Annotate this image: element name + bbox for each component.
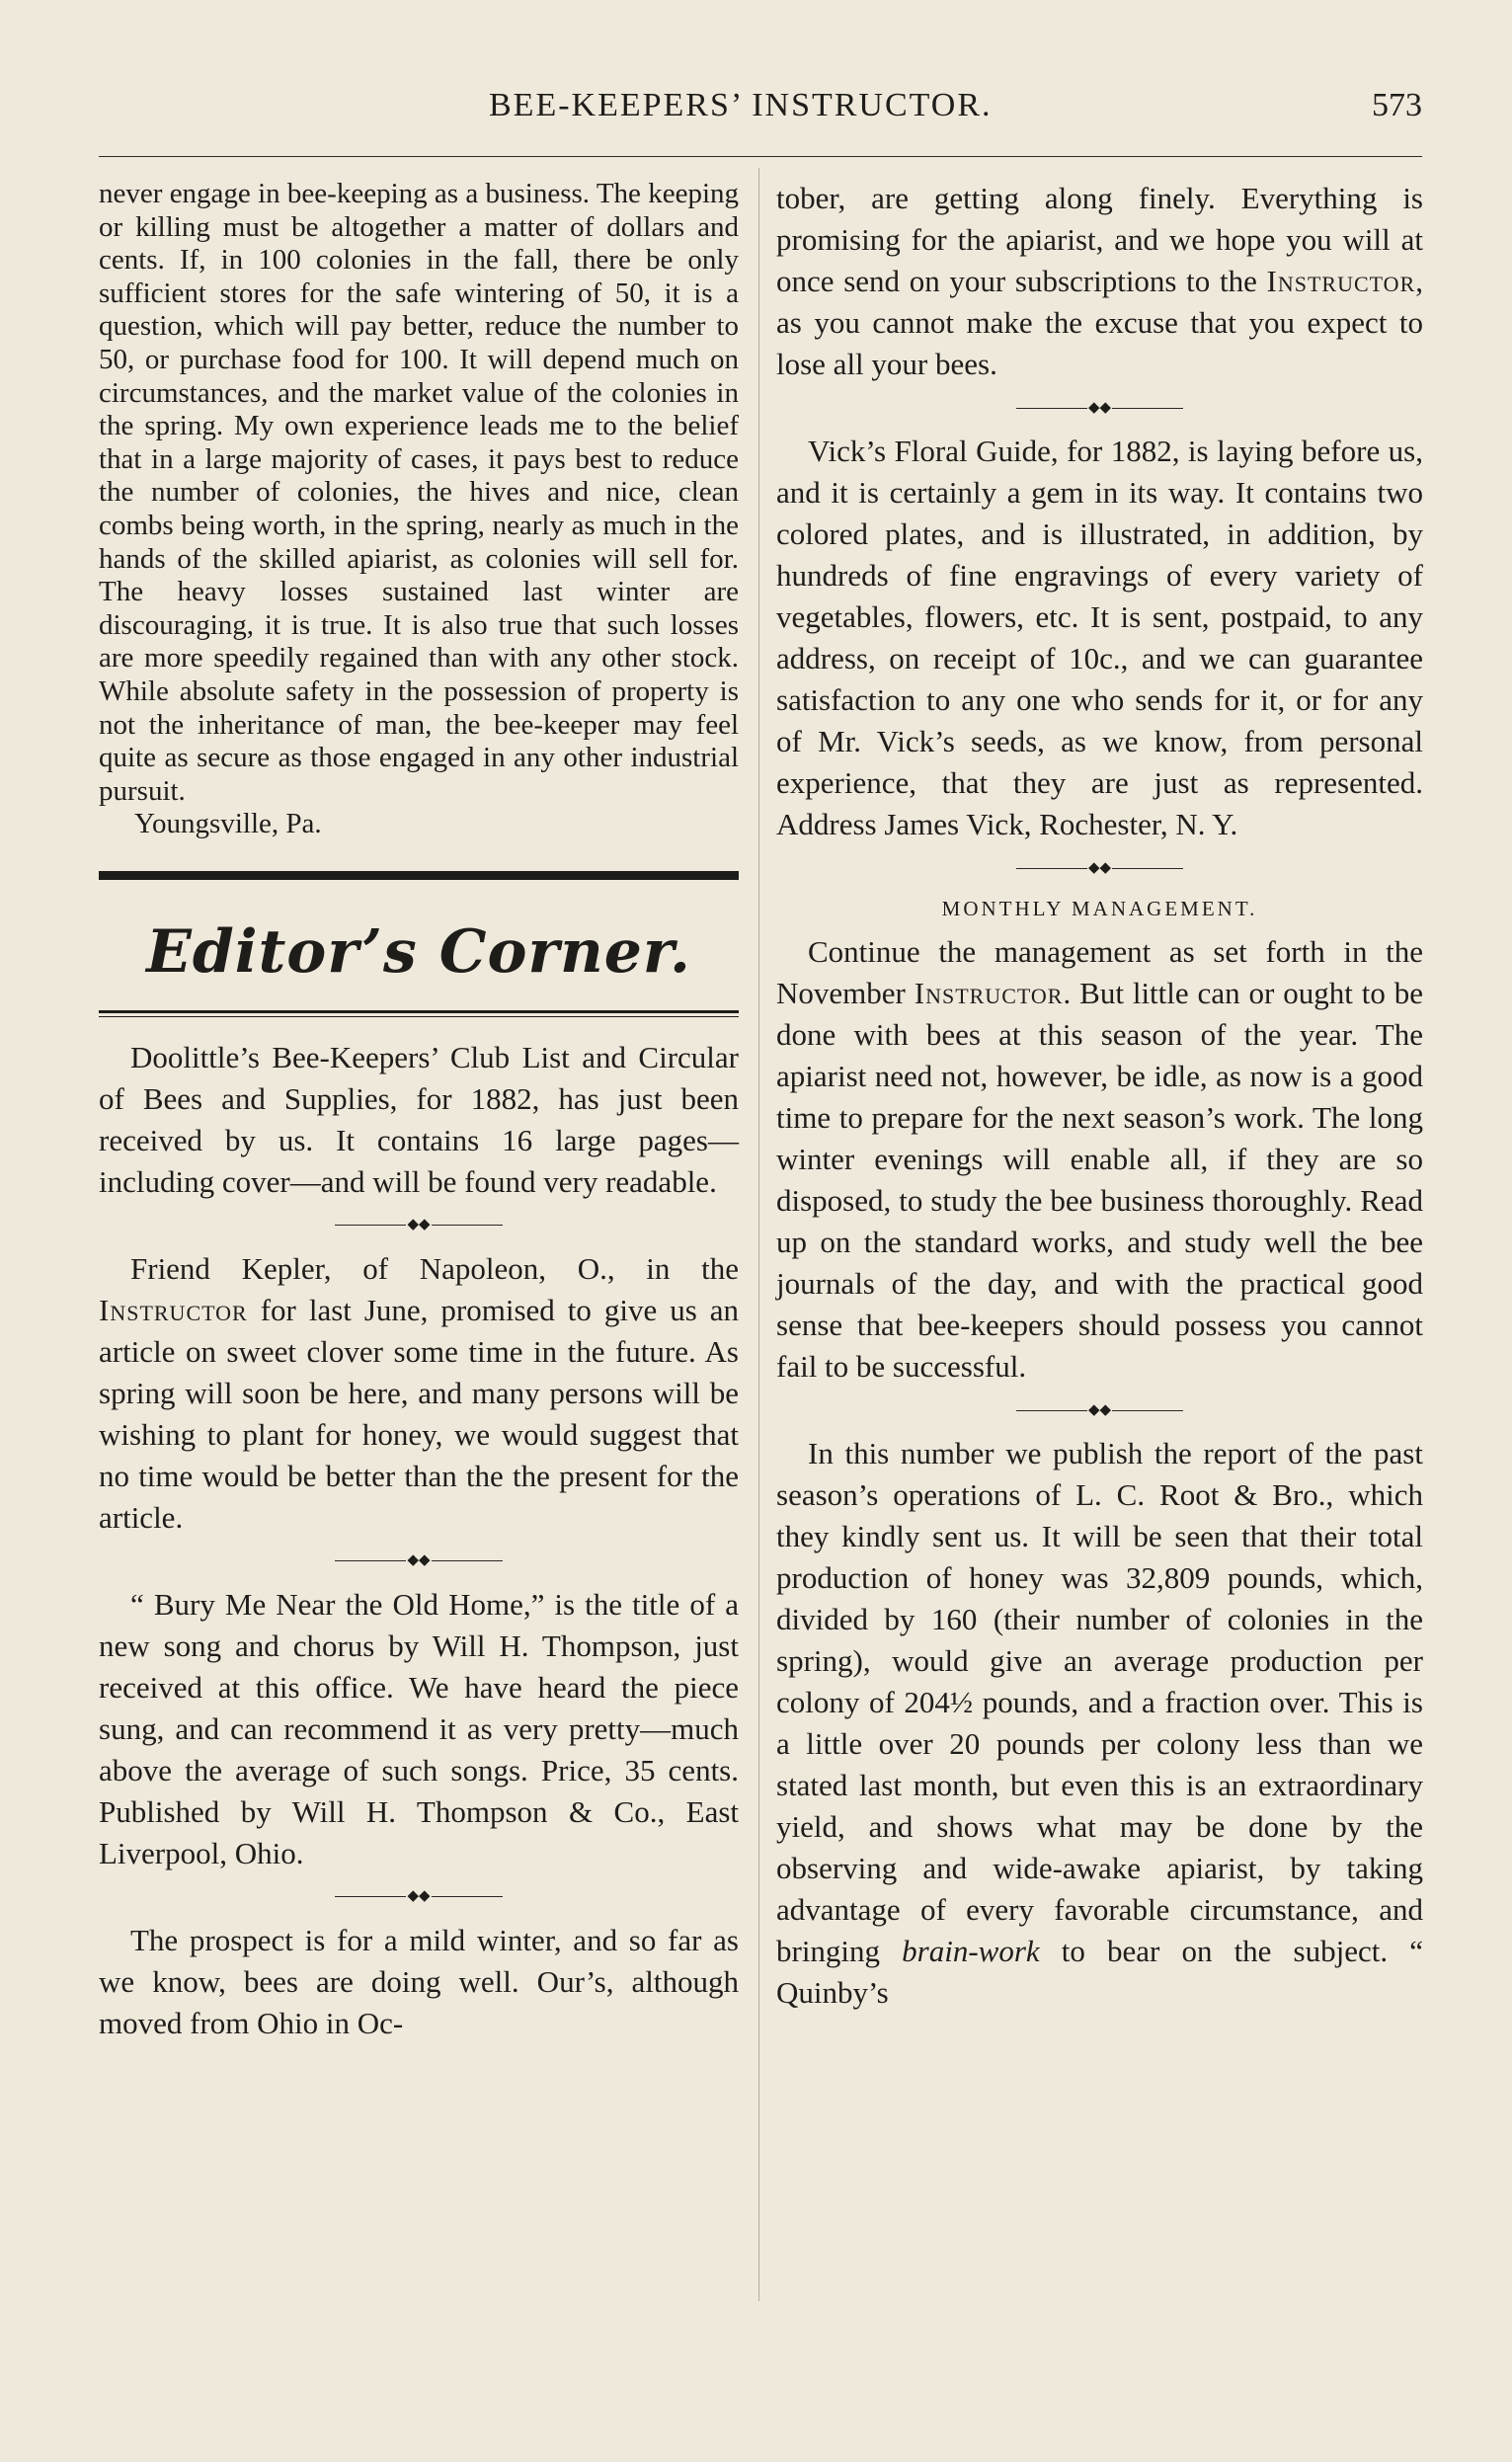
running-head <box>99 87 1422 132</box>
monthly-management-heading: MONTHLY MANAGEMENT. <box>941 897 1258 920</box>
editors-corner-title: Editor’s Corner. <box>146 916 691 987</box>
paragraph-monthly: Continue the management as set forth in the November Instructor. But little can or ought to be done with bees at this season of the year. The apiarist need not, however, be idle, as now is a good time to prepare for the next season’s work. The long winter evenings will enable all, if they are so disposed, to study the bee business thoroughly. Read up on the standard works, and study well the bee journals of the day, and with the practical good sense that bee-keepers should possess you cannot fail to be successful. <box>776 934 1423 1384</box>
instructor-smallcaps: Instructor <box>99 1292 248 1327</box>
ornament-divider <box>99 1545 739 1578</box>
page-number: 573 <box>1372 87 1422 123</box>
instructor-smallcaps: Instructor <box>1266 264 1416 298</box>
article-signoff: Youngsville, Pa. <box>134 808 322 840</box>
paragraph-root: In this number we publish the report of the past season’s operations of L. C. Root & Bro., which they kindly sent us. It will be seen that their total production of honey was 32,809 pounds, which, divided by 160 (their number of colonies in the spring), would give an average production per colony of 204½ pounds, and a fraction over. This is a little over 20 pounds per colony less than we stated last month, but even this is an extraordinary yield, and shows what may be done by the observing and wide-awake apiarist, by taking advantage of every favorable circumstance, and bringing brain-work to bear on the subject. “ Quinby’s <box>776 1436 1423 2010</box>
paragraph-continuation: tober, are getting along finely. Everything is promising for the apiarist, and we hope you will at once send on your subscriptions to the Instructor, as you cannot make the excuse that you expect to lose all your bees. <box>776 181 1423 381</box>
section-thick-rule <box>99 871 739 880</box>
instructor-smallcaps: Instructor <box>914 976 1064 1010</box>
diamond-ornament-icon: ◆◆ <box>1087 399 1112 416</box>
ornament-divider <box>99 1880 739 1914</box>
diamond-ornament-icon: ◆◆ <box>407 1552 431 1569</box>
paragraph-doolittle: Doolittle’s Bee-Keepers’ Club List and Circular of Bees and Supplies, for 1882, has just been received by us. It contains 16 large pages—including cover—and will be found very readable. <box>99 1039 739 1199</box>
diamond-ornament-icon: ◆◆ <box>407 1888 431 1905</box>
diamond-ornament-icon: ◆◆ <box>1087 1401 1112 1418</box>
ornament-divider <box>776 391 1423 425</box>
diamond-ornament-icon: ◆◆ <box>407 1217 431 1233</box>
paragraph-vick: Vick’s Floral Guide, for 1882, is laying before us, and it is certainly a gem in its way. It contains two colored plates, and is illustrated, in addition, by hundreds of fine engravings of every variety of vegetables, flowers, etc. It is sent, postpaid, to any address, on receipt of 10c., and we can guarantee satisfaction to any one who sends for it, or for any of Mr. Vick’s seeds, as we know, from personal experience, that they are just as represented. Address James Vick, Rochester, N. Y. <box>776 434 1423 841</box>
paragraph-kepler: Friend Kepler, of Napoleon, O., in the Instructor for last June, promised to give us an article on sweet clover some time in the future. As spring will soon be here, and many persons will be wishing to plant for honey, we would suggest that no time would be better than the the present for the article. <box>99 1250 739 1535</box>
diamond-ornament-icon: ◆◆ <box>1087 859 1112 876</box>
running-title: BEE-KEEPERS’ INSTRUCTOR. <box>489 87 993 123</box>
ornament-divider <box>776 1393 1423 1427</box>
header-rule <box>99 156 1422 157</box>
left-column <box>99 178 739 2044</box>
ornament-divider <box>776 851 1423 885</box>
title-double-rule <box>99 1010 739 1017</box>
paragraph-bury-me: “ Bury Me Near the Old Home,” is the title of a new song and chorus by Will H. Thompson, just received at this office. We have heard the piece sung, and can recommend it as very pretty—much above the average of such songs. Price, 35 cents. Published by Will H. Thompson & Co., East Liverpool, Ohio. <box>99 1586 739 1870</box>
article-continuation: never engage in bee-keeping as a business. The keeping or killing must be altogether a matter of dollars and cents. If, in 100 colonies in the fall, there be only sufficient stores for the safe wintering of 50, it is a question, which will pay better, reduce the number to 50, or purchase food for 100. It will depend much on circumstances, and the market value of the colonies in the spring. My own experience leads me to the belief that in a large majority of cases, it pays best to reduce the number of colonies, the hives and nice, clean combs being worth, in the spring, nearly as much in the hands of the skilled apiarist, as colonies will sell for. The heavy losses sustained last winter are discouraging, it is true. It is also true that such losses are more speedily regained than with any other stock. While absolute safety in the possession of property is not the inheritance of man, the bee-keeper may feel quite as secure as those engaged in any other industrial pursuit. <box>99 178 739 807</box>
column-divider <box>758 168 759 2301</box>
ornament-divider <box>99 1209 739 1242</box>
right-column <box>776 178 1423 2014</box>
paragraph-prospect: The prospect is for a mild winter, and so far as we know, bees are doing well. Our’s, although moved from Ohio in Oc- <box>99 1922 739 2040</box>
brain-work-italic: brain-work <box>902 1934 1040 1968</box>
